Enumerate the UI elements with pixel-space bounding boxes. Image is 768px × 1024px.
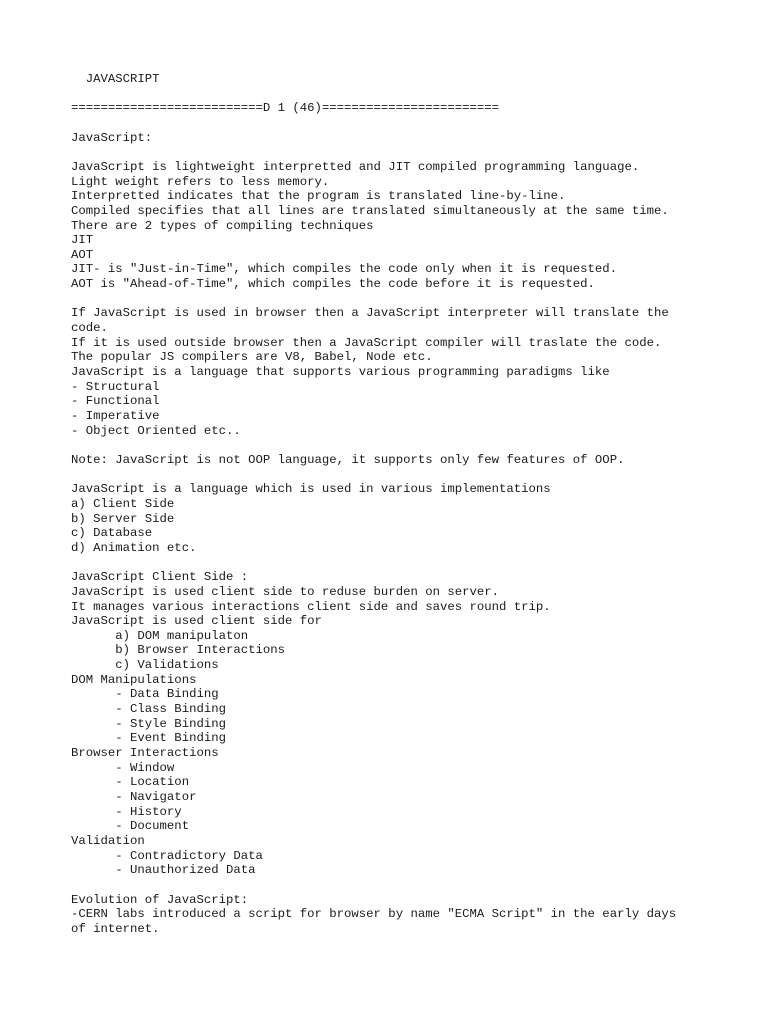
blank-line	[71, 116, 711, 131]
blank-line	[71, 292, 711, 307]
document-body	[71, 72, 711, 937]
text-line: c) Validations	[71, 658, 219, 673]
text-line: - Contradictory Data	[71, 848, 263, 863]
text-line: b) Server Side	[71, 511, 175, 526]
text-line: - Class Binding	[71, 702, 226, 717]
text-line: There are 2 types of compiling techniques	[71, 218, 374, 233]
text-line: - Style Binding	[71, 716, 226, 731]
text-line: If JavaScript is used in browser then a JavaScript interpreter will translate the	[71, 306, 669, 321]
text-line: - Navigator	[71, 790, 197, 805]
text-line: - Object Oriented etc..	[71, 423, 241, 438]
text-line: It manages various interactions client side and saves round trip.	[71, 599, 551, 614]
text-line: d) Animation etc.	[71, 540, 197, 555]
text-line: AOT is "Ahead-of-Time", which compiles the code before it is requested.	[71, 277, 595, 292]
blank-line	[71, 878, 711, 893]
text-line: - Structural	[71, 379, 160, 394]
text-line: c) Database	[71, 526, 153, 541]
text-line: DOM Manipulations	[71, 672, 197, 687]
text-line: Compiled specifies that all lines are translated simultaneously at the same time.	[71, 203, 669, 218]
text-line: JAVASCRIPT	[71, 72, 160, 86]
text-line: JavaScript is lightweight interpretted and JIT compiled programming language.	[71, 159, 640, 174]
text-line: a) DOM manipulaton	[71, 628, 249, 643]
text-line: Note: JavaScript is not OOP language, it supports only few features of OOP.	[71, 452, 625, 467]
text-line: - Document	[71, 819, 190, 834]
text-line: Validation	[71, 834, 145, 849]
text-line: JavaScript Client Side :	[71, 570, 249, 585]
text-line: JavaScript is used client side to reduse burden on server.	[71, 584, 500, 599]
blank-line	[71, 438, 711, 453]
text-line: - Window	[71, 760, 175, 775]
text-line: - Imperative	[71, 409, 160, 424]
text-line: JIT	[71, 233, 94, 248]
text-line: If it is used outside browser then a JavaScript compiler will traslate the code.	[71, 335, 662, 350]
text-line: AOT	[71, 247, 94, 262]
text-line: JIT- is "Just-in-Time", which compiles the code only when it is requested.	[71, 262, 618, 277]
text-line: Light weight refers to less memory.	[71, 174, 330, 189]
blank-line	[71, 468, 711, 483]
text-line: -CERN labs introduced a script for browser by name "ECMA Script" in the early days	[71, 907, 677, 922]
text-line: code.	[71, 321, 108, 336]
text-line: JavaScript is a language which is used in various implementations	[71, 482, 551, 497]
text-line: Interpretted indicates that the program is translated line-by-line.	[71, 189, 566, 204]
text-line: a) Client Side	[71, 496, 175, 511]
text-line: - Data Binding	[71, 687, 219, 702]
text-line: - Functional	[71, 394, 160, 409]
text-line: The popular JS compilers are V8, Babel, Node etc.	[71, 350, 433, 365]
text-line: JavaScript is a language that supports various programming paradigms like	[71, 365, 610, 380]
text-line: ==========================D 1 (46)========================	[71, 101, 500, 116]
text-line: - Unauthorized Data	[71, 863, 256, 878]
text-line: JavaScript:	[71, 130, 153, 145]
blank-line	[71, 556, 711, 571]
text-line: JavaScript is used client side for	[71, 614, 322, 629]
text-line: - Location	[71, 775, 190, 790]
text-line: Evolution of JavaScript:	[71, 892, 249, 907]
text-line: - Event Binding	[71, 731, 226, 746]
blank-line	[71, 145, 711, 160]
text-line: b) Browser Interactions	[71, 643, 286, 658]
text-line: Browser Interactions	[71, 746, 219, 761]
text-line: of internet.	[71, 921, 160, 936]
text-line: - History	[71, 804, 182, 819]
blank-line	[71, 87, 711, 102]
